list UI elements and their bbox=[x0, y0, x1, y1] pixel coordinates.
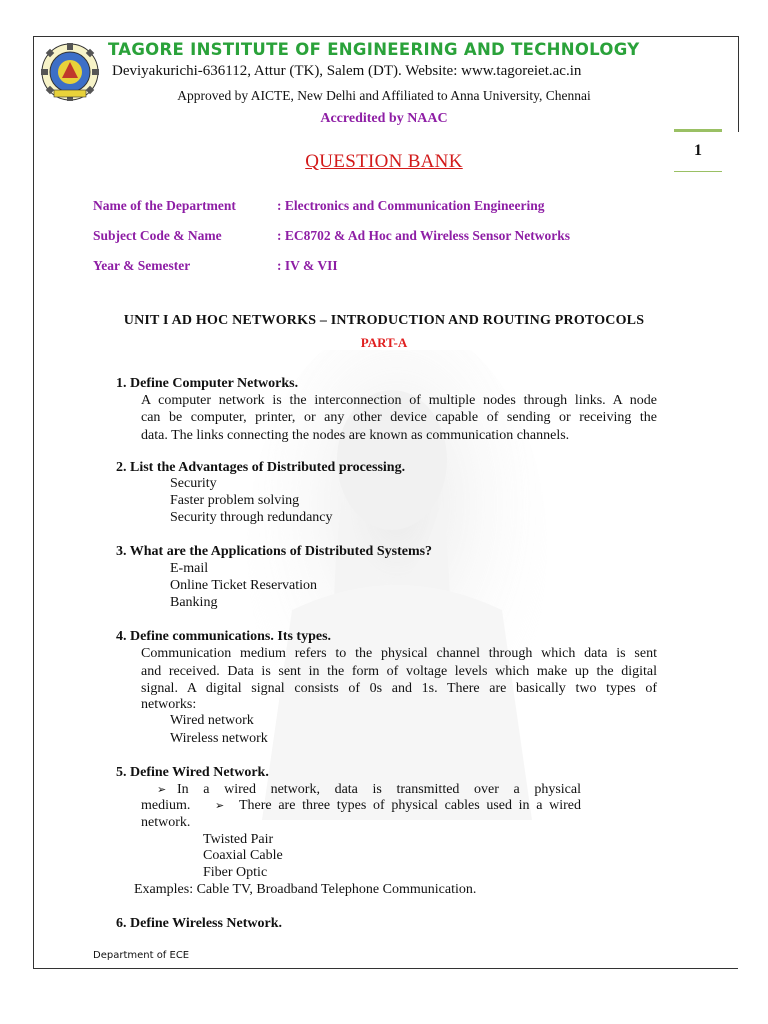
arrow-bullet-icon: ➢ bbox=[215, 799, 225, 812]
department-label: Name of the Department bbox=[93, 198, 236, 213]
question-5-answer-line: There are three types of physical cables used in a wired bbox=[239, 798, 581, 813]
question-3-title: 3. What are the Applications of Distributed Systems? bbox=[116, 544, 433, 559]
page-footer: Department of ECE bbox=[93, 950, 190, 961]
question-5-examples: Examples: Cable TV, Broadband Telephone Communication. bbox=[134, 882, 477, 897]
question-1-answer-line: data. The links connecting the nodes are known as communication channels. bbox=[141, 428, 570, 443]
approval-line: Approved by AICTE, New Delhi and Affiliated to Anna University, Chennai bbox=[177, 88, 591, 103]
question-1-title: 1. Define Computer Networks. bbox=[116, 376, 299, 391]
institute-address: Deviyakurichi-636112, Attur (TK), Salem (DT). Website: www.tagoreiet.ac.in bbox=[112, 63, 582, 79]
question-2-title: 2. List the Advantages of Distributed processing. bbox=[116, 460, 406, 475]
year-semester-label: Year & Semester bbox=[93, 258, 191, 273]
question-4-answer-line: and received. Data is sent in the form of voltage levels which make up the digital bbox=[141, 664, 657, 679]
question-4-item: Wired network bbox=[170, 713, 254, 728]
institute-name: TAGORE INSTITUTE OF ENGINEERING AND TECHNOLOGY bbox=[108, 40, 640, 59]
part-heading: PART-A bbox=[360, 335, 408, 350]
unit-heading: UNIT I AD HOC NETWORKS – INTRODUCTION AND ROUTING PROTOCOLS bbox=[123, 313, 645, 328]
question-4-item: Wireless network bbox=[170, 731, 268, 746]
question-6-title: 6. Define Wireless Network. bbox=[116, 916, 283, 931]
question-4-title: 4. Define communications. Its types. bbox=[116, 629, 332, 644]
subject-value: : EC8702 & Ad Hoc and Wireless Sensor Networks bbox=[277, 228, 571, 243]
department-value: : Electronics and Communication Engineering bbox=[277, 198, 545, 213]
question-1-answer-line: A computer network is the interconnection of multiple nodes through links. A node bbox=[141, 393, 657, 408]
question-5-title: 5. Define Wired Network. bbox=[116, 765, 269, 780]
question-2-item: Faster problem solving bbox=[170, 493, 300, 508]
question-4-answer-line: networks: bbox=[141, 697, 197, 712]
question-5-item: Fiber Optic bbox=[203, 865, 268, 880]
question-3-item: Online Ticket Reservation bbox=[170, 578, 317, 593]
question-2-item: Security through redundancy bbox=[170, 510, 333, 525]
question-4-answer-line: Communication medium refers to the physical channel through which data is sent bbox=[141, 646, 657, 661]
subject-label: Subject Code & Name bbox=[93, 228, 222, 243]
question-1-answer-line: can be computer, printer, or any other device capable of sending or receiving the bbox=[141, 410, 657, 425]
arrow-bullet-icon: ➢ bbox=[157, 783, 167, 796]
question-5-item: Twisted Pair bbox=[203, 832, 274, 847]
question-5-answer-line: network. bbox=[141, 815, 191, 830]
question-2-item: Security bbox=[170, 476, 217, 491]
year-semester-value: : IV & VII bbox=[277, 258, 338, 273]
question-5-item: Coaxial Cable bbox=[203, 848, 283, 863]
question-3-item: E-mail bbox=[170, 561, 209, 576]
document-title: QUESTION BANK bbox=[305, 151, 463, 172]
question-5-answer-line: In a wired network, data is transmitted over a physical bbox=[177, 782, 581, 797]
page-number: 1 bbox=[694, 142, 702, 159]
question-5-answer-fragment: medium. bbox=[141, 798, 191, 813]
question-4-answer-line: signal. A digital signal consists of 0s and 1s. There are basically two types of bbox=[141, 681, 657, 696]
question-3-item: Banking bbox=[170, 595, 218, 610]
accreditation-line: Accredited by NAAC bbox=[320, 111, 448, 126]
